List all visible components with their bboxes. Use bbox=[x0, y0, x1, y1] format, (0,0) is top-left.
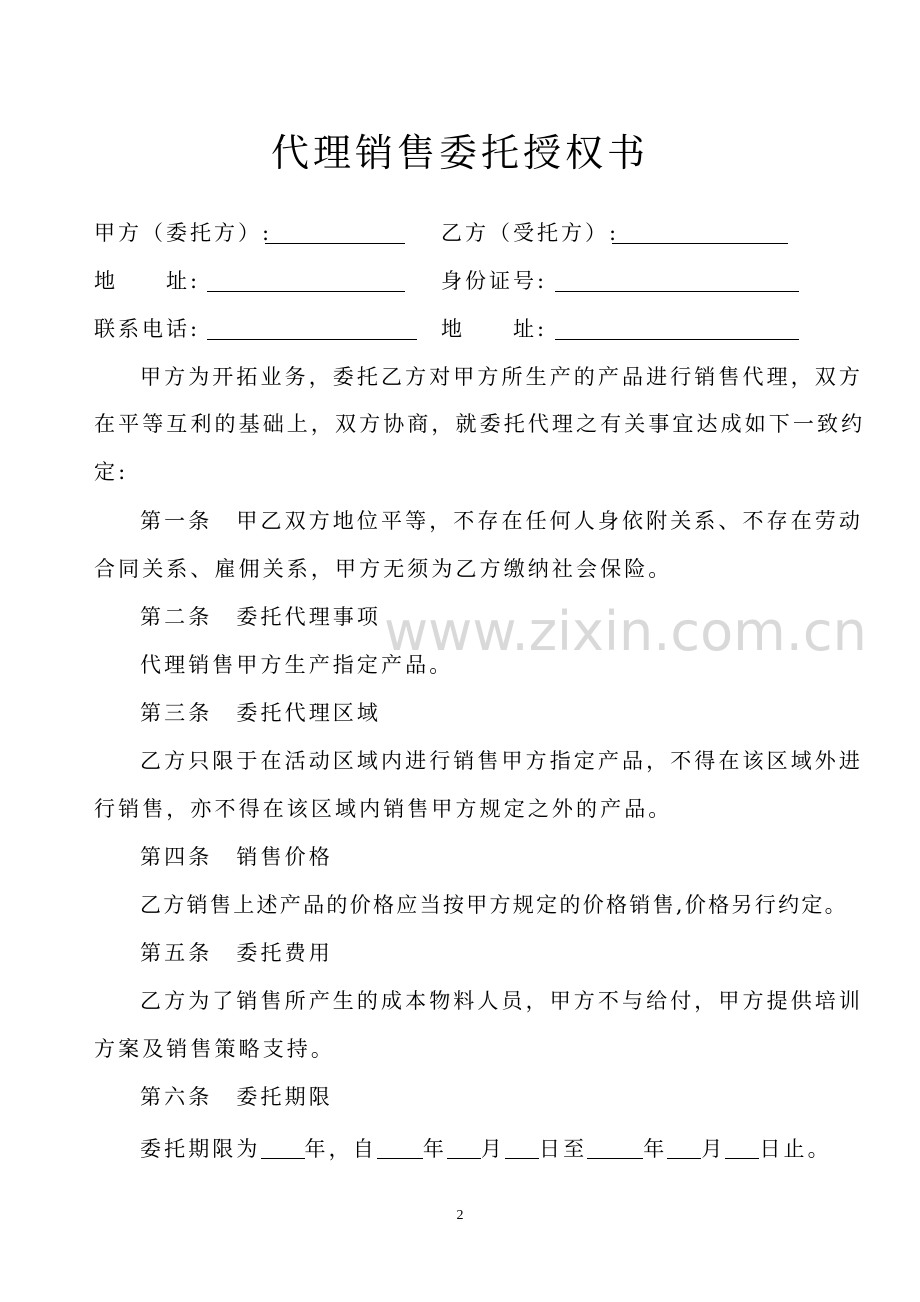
article-3-line-1: 乙方只限于在活动区域内进行销售甲方指定产品，不得在该区域外进 bbox=[140, 749, 863, 773]
article-5-line-2: 方案及销售策略支持。 bbox=[94, 1037, 335, 1061]
start-day-blank[interactable] bbox=[505, 1138, 539, 1159]
page-number: 2 bbox=[456, 1208, 464, 1223]
term-prefix: 委托期限为 bbox=[140, 1137, 261, 1161]
article-6-heading: 第六条 委托期限 bbox=[140, 1085, 333, 1109]
start-year-unit: 年 bbox=[422, 1137, 447, 1161]
article-3-line-2: 行销售，亦不得在该区域内销售甲方规定之外的产品。 bbox=[94, 797, 673, 821]
article-1-line-1: 第一条 甲乙双方地位平等，不存在任何人身依附关系、不存在劳动 bbox=[140, 509, 863, 533]
address-a-blank[interactable] bbox=[207, 291, 405, 292]
end-month-blank[interactable] bbox=[667, 1138, 701, 1159]
watermark: www.zixin.com.cn bbox=[384, 600, 867, 663]
article-5-line-1: 乙方为了销售所产生的成本物料人员，甲方不与给付，甲方提供培训 bbox=[140, 989, 863, 1013]
intro-line-2: 在平等互利的基础上，双方协商，就委托代理之有关事宜达成如下一致约 bbox=[94, 412, 866, 436]
address-a-label: 地 址: bbox=[94, 269, 201, 293]
party-b-label: 乙方（受托方）: bbox=[441, 221, 620, 245]
document-title: 代理销售委托授权书 bbox=[270, 131, 649, 175]
address-b-label: 地 址: bbox=[441, 317, 548, 341]
article-2-heading: 第二条 委托代理事项 bbox=[140, 605, 381, 629]
address-b-blank[interactable] bbox=[555, 339, 799, 340]
end-month-unit: 月 bbox=[701, 1137, 726, 1161]
article-4-heading: 第四条 销售价格 bbox=[140, 845, 333, 869]
phone-label: 联系电话: bbox=[94, 317, 201, 341]
term-years-blank[interactable] bbox=[261, 1138, 305, 1159]
term-year-unit: 年 bbox=[304, 1137, 329, 1161]
article-4-body: 乙方销售上述产品的价格应当按甲方规定的价格销售,价格另行约定。 bbox=[140, 893, 848, 917]
end-year-unit: 年 bbox=[643, 1137, 668, 1161]
phone-blank[interactable] bbox=[207, 339, 417, 340]
end-day-unit: 日止。 bbox=[759, 1137, 832, 1161]
start-day-unit: 日至 bbox=[539, 1137, 588, 1161]
id-number-label: 身份证号: bbox=[441, 269, 548, 293]
id-number-blank[interactable] bbox=[555, 291, 799, 292]
start-month-blank[interactable] bbox=[447, 1138, 481, 1159]
term-line bbox=[140, 1134, 832, 1164]
intro-line-3: 定: bbox=[94, 460, 129, 484]
article-3-heading: 第三条 委托代理区域 bbox=[140, 701, 381, 725]
article-5-heading: 第五条 委托费用 bbox=[140, 941, 333, 965]
article-2-body: 代理销售甲方生产指定产品。 bbox=[140, 653, 454, 677]
start-year-blank[interactable] bbox=[377, 1138, 423, 1159]
end-day-blank[interactable] bbox=[725, 1138, 759, 1159]
term-from: ，自 bbox=[328, 1137, 377, 1161]
party-b-blank[interactable] bbox=[612, 243, 788, 244]
party-a-label: 甲方（委托方）: bbox=[94, 221, 273, 245]
article-1-line-2: 合同关系、雇佣关系，甲方无须为乙方缴纳社会保险。 bbox=[94, 557, 673, 581]
start-month-unit: 月 bbox=[480, 1137, 506, 1161]
party-a-blank[interactable] bbox=[265, 243, 405, 244]
intro-line-1: 甲方为开拓业务，委托乙方对甲方所生产的产品进行销售代理，双方 bbox=[140, 365, 863, 389]
end-year-blank[interactable] bbox=[587, 1138, 643, 1159]
